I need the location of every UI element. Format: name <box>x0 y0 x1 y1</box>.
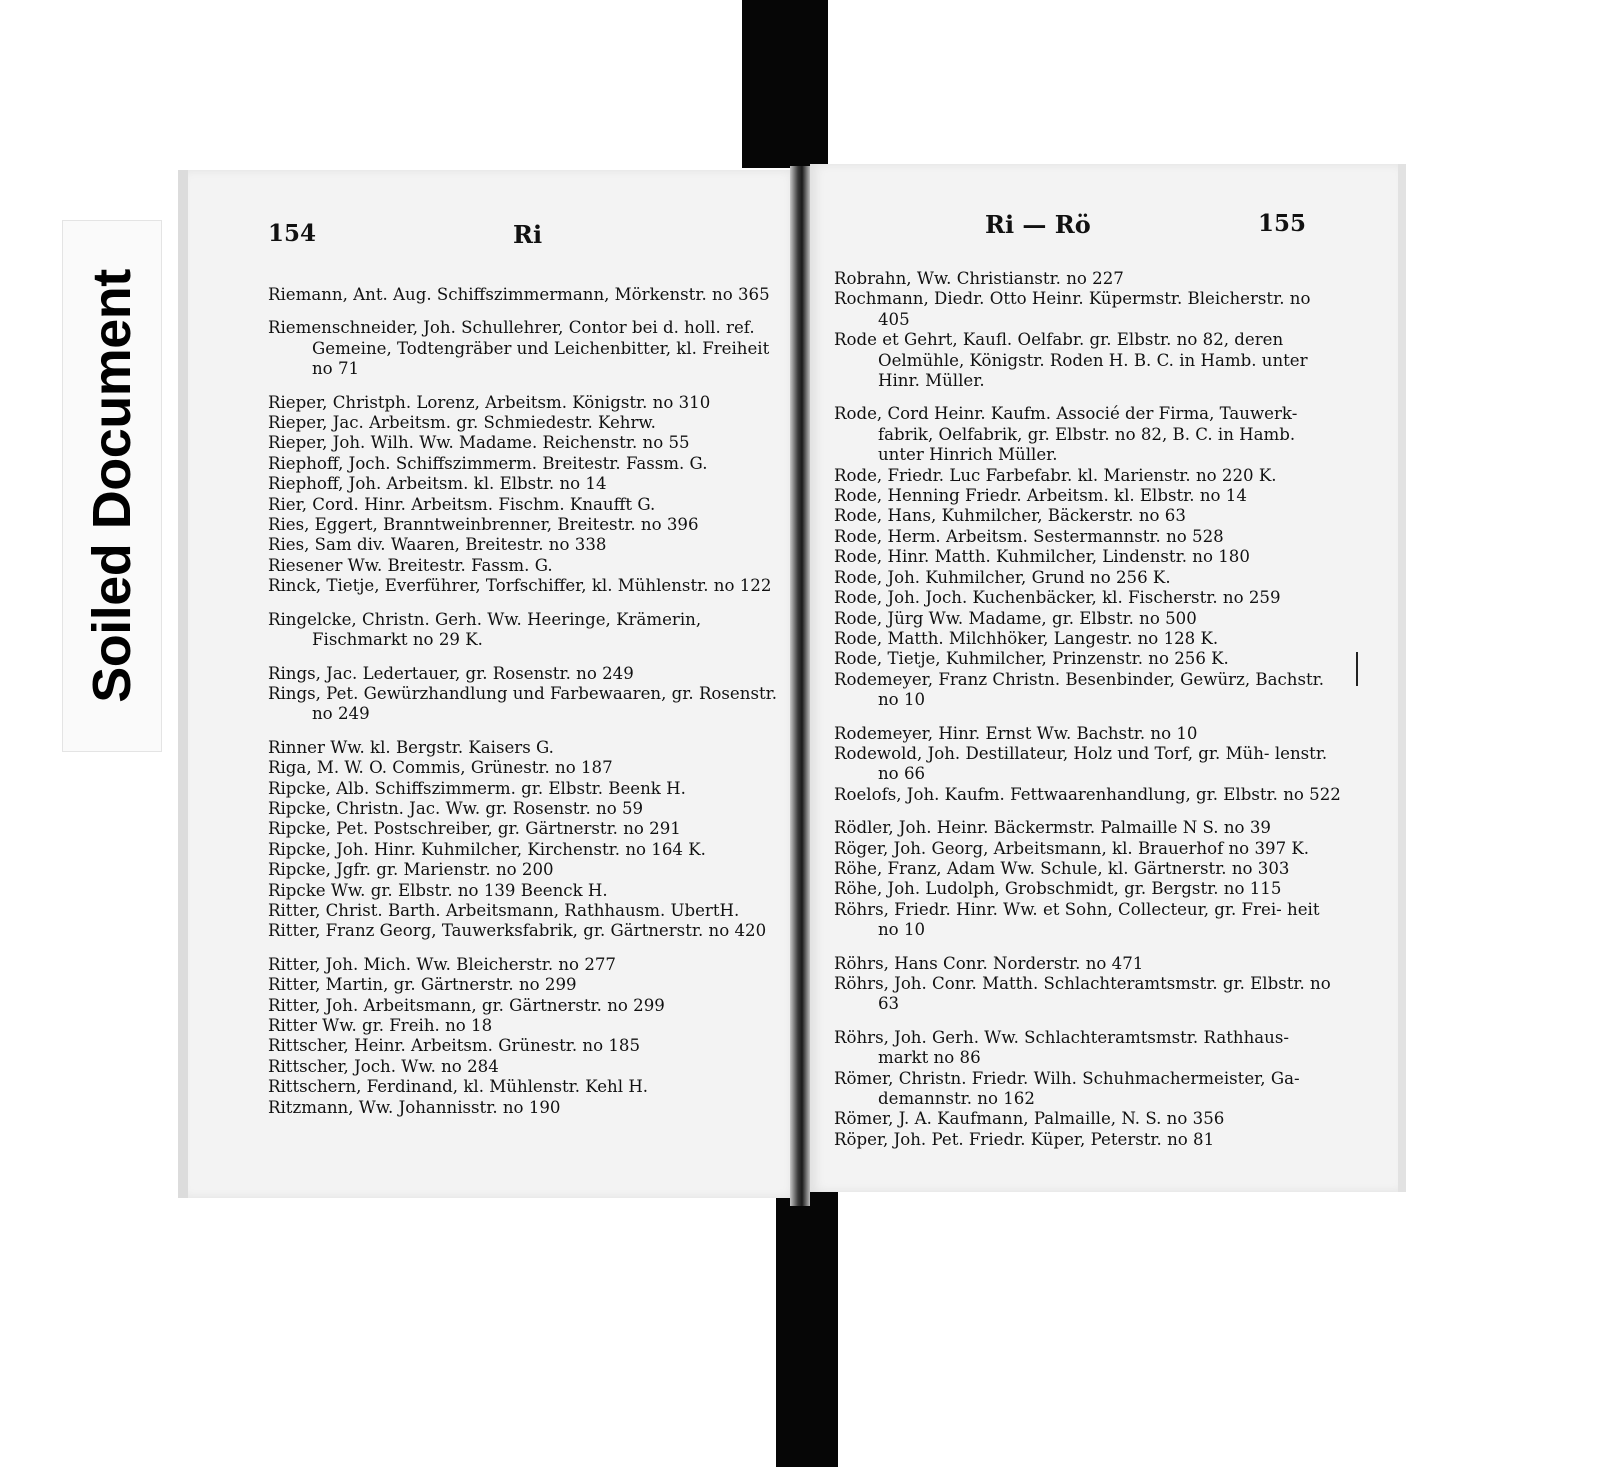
entry-text: Ritter, Christ. Barth. Arbeitsmann, Rathhausm. UbertH. <box>268 900 740 920</box>
directory-entry <box>834 900 1344 941</box>
entry-text: Ritter, Joh. Mich. Ww. Bleicherstr. no 277 <box>268 954 616 974</box>
directory-entry <box>834 670 1344 711</box>
directory-entry <box>834 744 1344 785</box>
directory-entry <box>268 1098 783 1118</box>
entry-text: Rode, Hinr. Matth. Kuhmilcher, Lindenstr. no 180 <box>834 547 1250 567</box>
entry-continuation: no 365 <box>712 285 770 304</box>
directory-entry <box>834 974 1344 1015</box>
directory-entry <box>268 799 783 819</box>
entry-text: Röhe, Franz, Adam Ww. Schule, kl. Gärtnerstr. no 303 <box>834 858 1290 878</box>
entry-text: Rieper, Christph. Lorenz, Arbeitsm. Königstr. no 310 <box>268 392 711 412</box>
directory-entry <box>834 330 1344 391</box>
directory-entry <box>268 1036 783 1056</box>
entry-text: Rings, Pet. Gewürzhandlung und Farbewaaren, gr. <box>268 683 694 703</box>
entry-text: Ritter, Martin, gr. Gärtnerstr. no 299 <box>268 975 577 995</box>
entry-text: Röhrs, Friedr. Hinr. Ww. et Sohn, Collecteur, gr. Frei- <box>834 899 1282 919</box>
entry-text: Rochmann, Diedr. Otto Heinr. Küpermstr. Bleicherstr. <box>834 289 1285 309</box>
entry-text: Rode, Friedr. Luc Farbefabr. kl. Marienstr. no 220 K. <box>834 465 1277 485</box>
entry-text: Ripcke, Jgfr. gr. Marienstr. no 200 <box>268 860 554 880</box>
directory-entry <box>834 954 1344 974</box>
directory-entry <box>268 738 783 758</box>
entry-text: Ries, Sam div. Waaren, Breitestr. no 338 <box>268 535 607 555</box>
entry-continuation: no 63 <box>878 974 1331 1014</box>
directory-entry <box>834 818 1344 838</box>
directory-entry <box>268 664 783 684</box>
directory-entry <box>268 901 783 921</box>
stamp-label: Soiled Document <box>82 269 142 703</box>
directory-entry <box>834 466 1344 486</box>
entry-text: Rittschern, Ferdinand, kl. Mühlenstr. Kehl H. <box>268 1077 649 1097</box>
entry-continuation: markt no 86 <box>878 1048 981 1068</box>
directory-entry <box>834 609 1344 629</box>
directory-entry <box>834 629 1344 649</box>
entry-text: Rieper, Joh. Wilh. Ww. Madame. Reichenstr. no 55 <box>268 433 690 453</box>
book-gutter <box>790 166 810 1206</box>
right-page-number: 155 <box>1257 210 1306 237</box>
directory-entry <box>268 881 783 901</box>
entry-text: Riephoff, Joh. Arbeitsm. kl. Elbstr. no 14 <box>268 474 607 494</box>
margin-mark <box>1356 652 1358 686</box>
entry-continuation: demannstr. no 162 <box>878 1089 1035 1109</box>
directory-entry <box>268 413 783 433</box>
directory-entry <box>268 684 783 725</box>
directory-entry <box>834 724 1344 744</box>
entry-text: Rodemeyer, Franz Christn. Besenbinder, Gewürz, <box>834 669 1251 689</box>
directory-entry <box>834 568 1344 588</box>
entry-text: Ripcke, Christn. Jac. Ww. gr. Rosenstr. no 59 <box>268 798 644 818</box>
entry-text: Riesener Ww. Breitestr. Fassm. G. <box>268 555 553 575</box>
directory-entry <box>268 779 783 799</box>
directory-entry <box>268 576 783 596</box>
directory-entry <box>268 921 783 941</box>
entry-continuation: heit no 10 <box>878 899 1320 940</box>
directory-entry <box>268 860 783 880</box>
entry-text: Röper, Joh. Pet. Friedr. Küper, Peterstr. no 81 <box>834 1129 1215 1149</box>
entry-text: Rittscher, Heinr. Arbeitsm. Grünestr. no 185 <box>268 1036 641 1056</box>
directory-entry <box>268 285 783 305</box>
directory-entry <box>268 535 783 555</box>
entry-text: Rode, Jürg Ww. Madame, gr. Elbstr. no 500 <box>834 608 1197 628</box>
directory-entry <box>268 393 783 413</box>
directory-entry <box>834 289 1344 330</box>
entry-text: Ritter, Joh. Arbeitsmann, gr. Gärtnerstr. no 299 <box>268 995 665 1015</box>
directory-entry <box>268 819 783 839</box>
directory-entry <box>834 1130 1344 1150</box>
entry-text: Rode, Hans, Kuhmilcher, Bäckerstr. no 63 <box>834 506 1186 526</box>
directory-entry <box>834 1028 1344 1069</box>
directory-entry <box>268 955 783 975</box>
directory-entry <box>268 556 783 576</box>
entry-text: Ritter, Franz Georg, Tauwerksfabrik, gr. Gärtnerstr. <box>268 921 704 941</box>
entry-text: Rinck, Tietje, Everführer, Torfschiffer, kl. Mühlenstr. <box>268 576 709 596</box>
directory-entry <box>834 506 1344 526</box>
entry-text: Ries, Eggert, Branntweinbrenner, Breitestr. no 396 <box>268 515 699 535</box>
entry-text: Röhe, Joh. Ludolph, Grobschmidt, gr. Bergstr. no 115 <box>834 879 1282 899</box>
entry-text: Riga, M. W. O. Commis, Grünestr. no 187 <box>268 758 613 778</box>
entry-text: Rinner Ww. kl. Bergstr. Kaisers G. <box>268 737 554 757</box>
entry-continuation: Bachstr. no 10 <box>878 669 1325 710</box>
left-page <box>178 170 798 1198</box>
entry-text: Rode, Joh. Kuhmilcher, Grund no 256 K. <box>834 567 1171 587</box>
entry-text: Römer, Christn. Friedr. Wilh. Schuhmachermeister, Ga- <box>834 1068 1300 1088</box>
entry-continuation: Oelmühle, Königstr. Roden H. B. C. in Hamb. unter Hinr. Müller. <box>878 350 1308 391</box>
entry-text: Rode et Gehrt, Kaufl. Oelfabr. gr. Elbstr. no 82, deren <box>834 330 1284 350</box>
open-book <box>178 160 1410 1205</box>
directory-entry <box>834 839 1344 859</box>
entry-text: Ritzmann, Ww. Johannisstr. no 190 <box>268 1097 561 1117</box>
right-running-head: Ri — Rö <box>985 210 1091 239</box>
entry-continuation: ref. Gemeine, Todtengräber und Leichenbitter, kl. Freiheit no 71 <box>312 318 770 379</box>
left-entry-list <box>268 285 783 1118</box>
directory-entry <box>834 588 1344 608</box>
entry-text: Rodemeyer, Hinr. Ernst Ww. Bachstr. no 10 <box>834 723 1198 743</box>
directory-entry <box>268 433 783 453</box>
entry-text: Rode, Cord Heinr. Kaufm. Associé der Firma, Tauwerk- <box>834 404 1298 424</box>
entry-text: Robrahn, Ww. Christianstr. no 227 <box>834 269 1124 288</box>
entry-text: Riephoff, Joch. Schiffszimmerm. Breitestr. Fassm. G. <box>268 453 708 473</box>
directory-entry <box>268 1016 783 1036</box>
entry-continuation: no 522 <box>1283 784 1341 804</box>
directory-entry <box>834 1069 1344 1110</box>
entry-continuation: Fischmarkt no 29 K. <box>312 630 483 650</box>
entry-text: Rode, Herm. Arbeitsm. Sestermannstr. no 528 <box>834 526 1224 546</box>
binding-strap-bottom <box>776 1190 838 1467</box>
directory-entry <box>268 1077 783 1097</box>
directory-entry <box>834 1109 1344 1129</box>
entry-text: Römer, J. A. Kaufmann, Palmaille, N. S. no 356 <box>834 1109 1225 1129</box>
directory-entry <box>268 975 783 995</box>
directory-entry <box>834 486 1344 506</box>
left-page-number: 154 <box>268 220 317 247</box>
entry-text: Riemenschneider, Joh. Schullehrer, Contor bei d. holl. <box>268 318 721 338</box>
entry-continuation: no 122 <box>713 576 772 596</box>
entry-text: Röhrs, Joh. Gerh. Ww. Schlachteramtsmstr. Rathhaus- <box>834 1027 1289 1047</box>
entry-text: Rode, Joh. Joch. Kuchenbäcker, kl. Fischerstr. no 259 <box>834 588 1281 608</box>
directory-entry <box>268 610 783 651</box>
directory-entry <box>268 495 783 515</box>
left-page-header <box>188 170 798 249</box>
entry-continuation: no 405 <box>878 289 1311 329</box>
directory-entry <box>834 649 1344 669</box>
entry-text: Ripcke Ww. gr. Elbstr. no 139 Beenck H. <box>268 880 608 900</box>
right-entry-list <box>834 269 1344 1150</box>
directory-entry <box>268 515 783 535</box>
entry-text: Ripcke, Joh. Hinr. Kuhmilcher, Kirchenstr. no 164 K. <box>268 839 706 859</box>
soiled-document-stamp <box>62 220 162 752</box>
entry-text: Ripcke, Alb. Schiffszimmerm. gr. Elbstr. Beenk H. <box>268 778 686 798</box>
right-page <box>810 164 1406 1192</box>
entry-text: Röger, Joh. Georg, Arbeitsmann, kl. Brauerhof no 397 K. <box>834 838 1310 858</box>
entry-continuation: Rosenstr. no 249 <box>312 683 778 724</box>
directory-entry <box>268 996 783 1016</box>
directory-entry <box>268 840 783 860</box>
entry-continuation: no 420 <box>708 921 767 941</box>
entry-text: Rieper, Jac. Arbeitsm. gr. Schmiedestr. Kehrw. <box>268 413 656 433</box>
entry-text: Rier, Cord. Hinr. Arbeitsm. Fischm. Knaufft G. <box>268 494 656 514</box>
directory-entry <box>834 859 1344 879</box>
entry-text: Rödler, Joh. Heinr. Bäckermstr. Palmaille N S. no 39 <box>834 818 1271 838</box>
entry-text: Roelofs, Joh. Kaufm. Fettwaarenhandlung, gr. Elbstr. <box>834 784 1278 804</box>
directory-entry <box>268 454 783 474</box>
entry-text: Ripcke, Pet. Postschreiber, gr. Gärtnerstr. no 291 <box>268 819 681 839</box>
entry-text: Rode, Matth. Milchhöker, Langestr. no 128 K. <box>834 628 1219 648</box>
entry-text: Rings, Jac. Ledertauer, gr. Rosenstr. no 249 <box>268 663 634 683</box>
binding-strap-top <box>742 0 828 168</box>
directory-entry <box>834 269 1344 289</box>
entry-continuation: lenstr. no 66 <box>878 743 1328 784</box>
directory-entry <box>834 879 1344 899</box>
directory-entry <box>834 547 1344 567</box>
right-page-header <box>810 164 1398 239</box>
directory-entry <box>834 785 1344 805</box>
entry-text: Rodewold, Joh. Destillateur, Holz und Torf, gr. Müh- <box>834 743 1270 763</box>
directory-entry <box>268 318 783 379</box>
left-running-head: Ri <box>513 220 543 249</box>
directory-entry <box>834 404 1344 465</box>
directory-entry <box>268 474 783 494</box>
entry-text: Röhrs, Hans Conr. Norderstr. no 471 <box>834 953 1144 973</box>
entry-continuation: fabrik, Oelfabrik, gr. Elbstr. no 82, B. C. in Hamb. unter Hinrich Müller. <box>878 424 1296 465</box>
entry-text: Rode, Tietje, Kuhmilcher, Prinzenstr. no 256 K. <box>834 649 1229 669</box>
entry-text: Ritter Ww. gr. Freih. no 18 <box>268 1016 493 1035</box>
directory-entry <box>268 758 783 778</box>
directory-entry <box>268 1057 783 1077</box>
entry-text: Ringelcke, Christn. Gerh. Ww. Heeringe, Krämerin, <box>268 609 702 629</box>
entry-text: Riemann, Ant. Aug. Schiffszimmermann, Mörkenstr. <box>268 285 707 304</box>
entry-text: Rittscher, Joch. Ww. no 284 <box>268 1056 499 1076</box>
directory-entry <box>834 527 1344 547</box>
entry-text: Röhrs, Joh. Conr. Matth. Schlachteramtsmstr. gr. Elbstr. <box>834 974 1305 993</box>
entry-text: Rode, Henning Friedr. Arbeitsm. kl. Elbstr. no 14 <box>834 486 1247 506</box>
